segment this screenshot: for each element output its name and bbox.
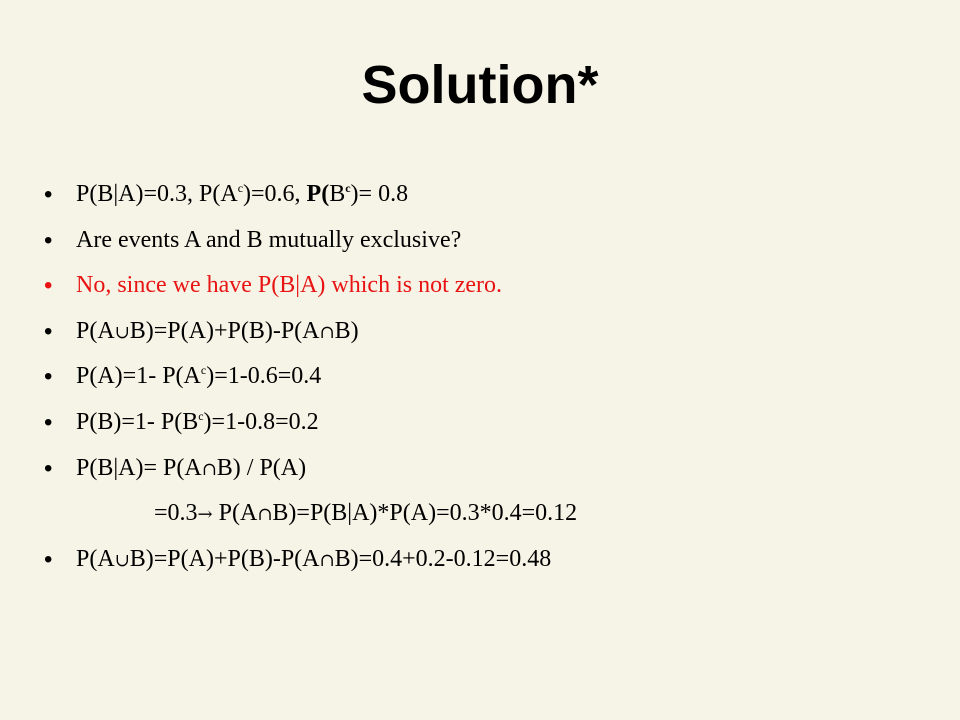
bullet-dot: • (44, 181, 53, 208)
bullet-list (44, 172, 924, 582)
bullet-given-probabilities (44, 172, 924, 218)
bullet-question (44, 218, 924, 264)
bullet-dot: • (44, 545, 53, 573)
bullet-union-result (44, 537, 924, 583)
bullet-prob-a (44, 354, 924, 400)
bullet-text: Are events A and B mutually exclusive? (76, 226, 462, 253)
bullet-dot: • (44, 363, 53, 391)
bullet-text: P(A)=1- $P(A^c)=1-0.6=0.4$ (76, 363, 322, 390)
bullet-union-formula (44, 309, 924, 355)
bullet-dot: • (44, 272, 53, 300)
bullet-dot: • (44, 454, 53, 482)
intersection-symbol: ∩ (319, 549, 335, 571)
continuation-text: =0.3→ P(A∩B)=P(B|A)*P(A)=0.3*0.4=0.12 (154, 500, 578, 527)
bullet-answer (44, 263, 924, 309)
bullet-conditional-formula (44, 446, 924, 492)
intersection-symbol: ∩ (319, 321, 335, 343)
bullet-dot: • (44, 226, 53, 254)
bullet-dot: • (44, 408, 53, 436)
intersection-symbol: ∩ (257, 504, 273, 526)
bullet-dot: • (44, 317, 53, 345)
bullet-text: P(B)=1- $P(B^c)=1-0.8=0.2$ (76, 408, 319, 435)
bullet-text: No, since we have P(B|A) which is not zero. (76, 272, 503, 299)
bullet-text: P(A∪B)=P(A)+P(B)-P(A∩B)=0.4+0.2-0.12=0.48 (76, 545, 552, 572)
continuation-intersection-calc (44, 491, 924, 537)
slide-title: Solution* (361, 55, 599, 115)
bullet-prob-b (44, 400, 924, 446)
bullet-text: P(A∪B)=P(A)+P(B)-P(A∩B) (76, 317, 359, 344)
bullet-text: P(B|A)=0.3, $P(A^c)=0.6$, $P(B^c)= 0.8$ (76, 181, 409, 207)
arrow-icon: → (197, 504, 213, 526)
bullet-text: P(B|A)= P(A∩B) / P(A) (76, 454, 307, 481)
union-symbol: ∪ (114, 549, 130, 571)
intersection-symbol: ∩ (201, 458, 217, 480)
union-symbol: ∪ (114, 321, 130, 343)
